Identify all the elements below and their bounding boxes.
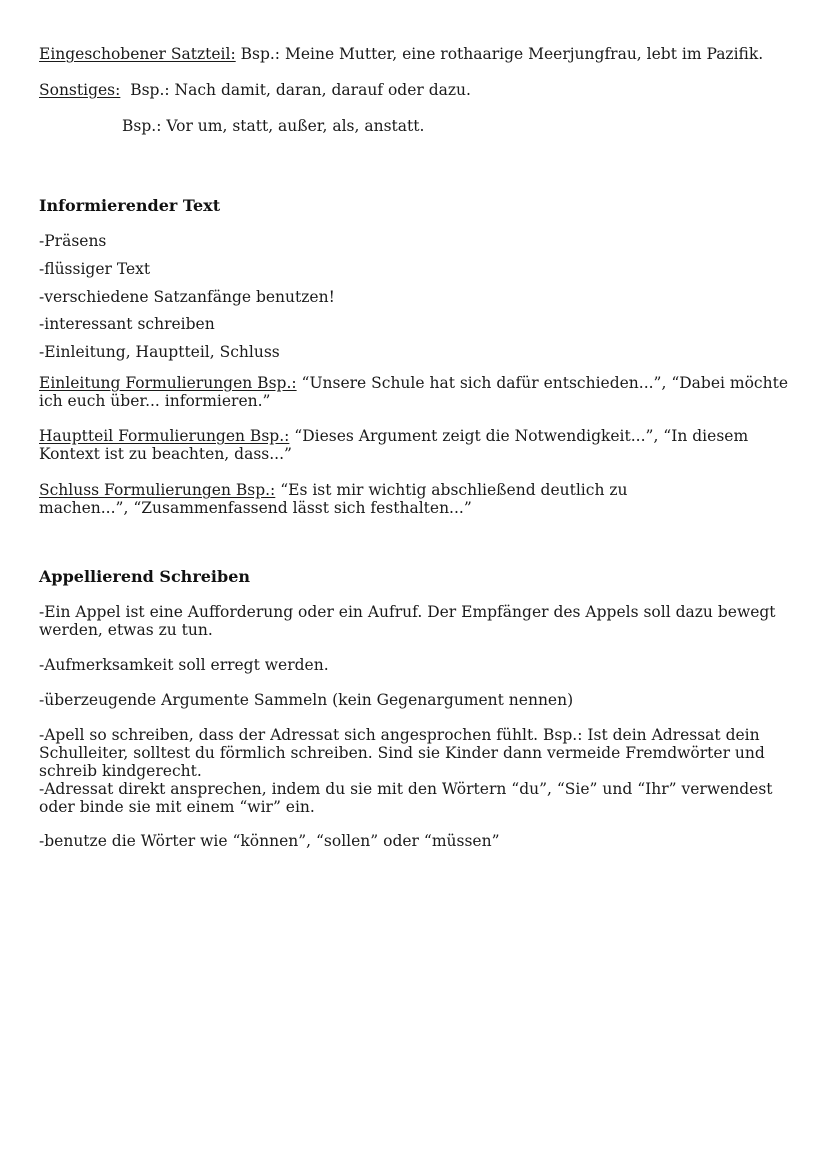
appellierend-item: -Ein Appel ist eine Aufforderung oder ein Aufruf. Der Empfänger des Appels soll dazu bewegt werden, etwas zu tun. bbox=[39, 603, 776, 639]
hauptteil-text: “Dieses Argument zeigt die Notwendigkeit...”, “In diesem Kontext ist zu beachten, dass...” bbox=[39, 427, 749, 463]
eingeschoben-label: Eingeschobener Satzteil: bbox=[39, 45, 236, 63]
schluss-paragraph bbox=[39, 481, 679, 517]
appellierend-heading: Appellierend Schreiben bbox=[39, 567, 250, 586]
sonstiges-text: Bsp.: Nach damit, daran, darauf oder dazu. bbox=[120, 81, 471, 99]
appellierend-item: -Apell so schreiben, dass der Adressat sich angesprochen fühlt. Bsp.: Ist dein Adressat dein Schulleiter, solltest du förmlich schreiben. Sind sie Kinder dann vermeide Fremdwörter und schreib kindgerecht. bbox=[39, 726, 765, 780]
sonstiges-line-2: Bsp.: Vor um, statt, außer, als, anstatt. bbox=[122, 117, 425, 135]
informierend-bullet: -flüssiger Text bbox=[39, 260, 151, 278]
einleitung-label: Einleitung Formulierungen Bsp.: bbox=[39, 374, 297, 392]
sonstiges-label: Sonstiges: bbox=[39, 81, 121, 99]
schluss-label: Schluss Formulierungen Bsp.: bbox=[39, 481, 276, 499]
informierend-bullet: -Präsens bbox=[39, 232, 107, 250]
informierend-heading: Informierender Text bbox=[39, 196, 221, 215]
eingeschoben-line bbox=[39, 45, 799, 63]
hauptteil-paragraph bbox=[39, 427, 799, 463]
einleitung-text: “Unsere Schule hat sich dafür entschieden...”, “Dabei möchte ich euch über... informieren.” bbox=[39, 374, 789, 410]
sonstiges-line bbox=[39, 81, 799, 99]
informierend-bullet: -interessant schreiben bbox=[39, 315, 215, 333]
einleitung-paragraph bbox=[39, 374, 799, 410]
hauptteil-label: Hauptteil Formulierungen Bsp.: bbox=[39, 427, 290, 445]
appellierend-item: -benutze die Wörter wie “können”, “sollen” oder “müssen” bbox=[39, 832, 500, 850]
appellierend-item: -Adressat direkt ansprechen, indem du sie mit den Wörtern “du”, “Sie” und “Ihr” verwendest oder binde sie mit einem “wir” ein. bbox=[39, 780, 773, 816]
appellierend-item: -überzeugende Argumente Sammeln (kein Gegenargument nennen) bbox=[39, 691, 574, 709]
informierend-bullet: -verschiedene Satzanfänge benutzen! bbox=[39, 288, 335, 306]
eingeschoben-text: Bsp.: Meine Mutter, eine rothaarige Meerjungfrau, lebt im Pazifik. bbox=[235, 45, 764, 63]
appellierend-item: -Aufmerksamkeit soll erregt werden. bbox=[39, 656, 329, 674]
schluss-text: “Es ist mir wichtig abschließend deutlich zu machen...”, “Zusammenfassend lässt sich festhalten...” bbox=[39, 481, 628, 517]
informierend-bullet: -Einleitung, Hauptteil, Schluss bbox=[39, 343, 280, 361]
